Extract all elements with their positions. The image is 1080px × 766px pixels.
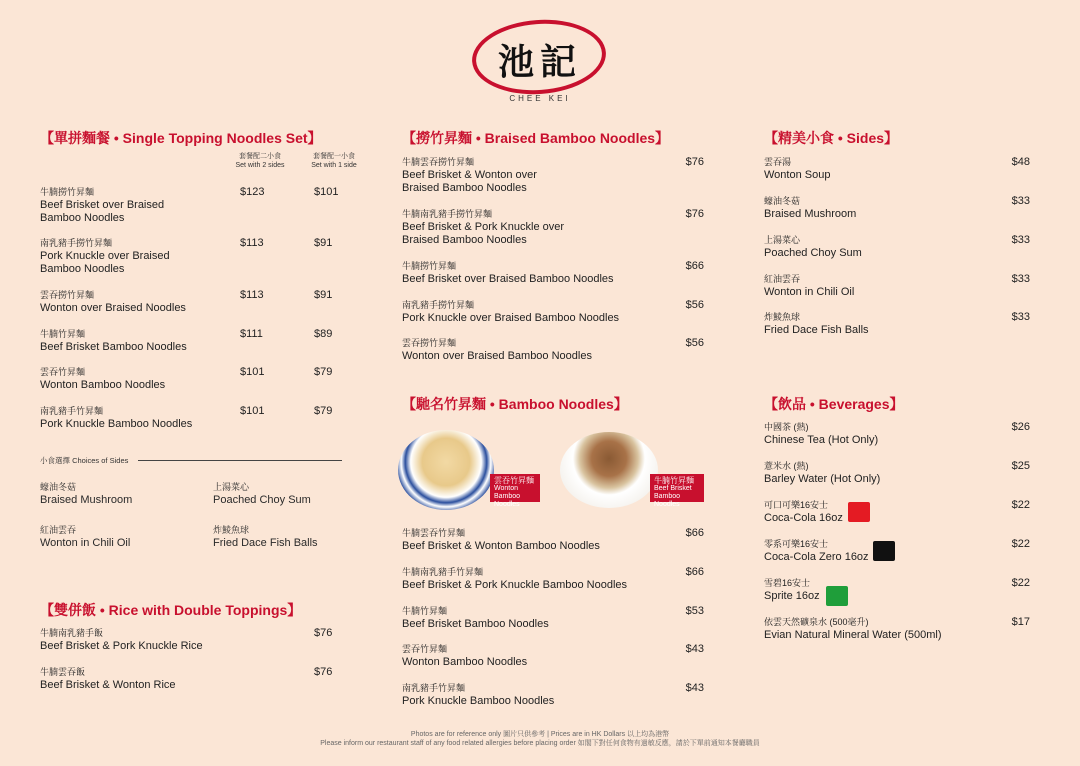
section-title-braised: 【撈竹昇麵 • Braised Bamboo Noodles】: [402, 130, 670, 146]
price: $17: [1011, 616, 1030, 628]
menu-item: [40, 666, 352, 692]
column-middle: [402, 0, 704, 766]
side-choice: [213, 481, 373, 507]
menu-item: [40, 289, 352, 315]
item-en: Evian Natural Mineral Water (500ml): [764, 629, 942, 641]
side-choice-cn: 蠔油冬菇: [40, 482, 77, 492]
price-2-sides: $111: [240, 328, 263, 340]
item-en: Wonton in Chili Oil: [764, 286, 855, 298]
item-cn: 炸鯪魚球: [764, 312, 801, 322]
item-en: Pork Knuckle over Braised Bamboo Noodles: [40, 250, 170, 275]
item-cn: 中國茶 (熱): [764, 422, 809, 432]
section-title-single-topping: 【單拼麵餐 • Single Topping Noodles Set】: [40, 130, 322, 146]
beef-bowl-label: [650, 474, 704, 508]
menu-item: [402, 682, 704, 708]
item-cn: 南乳豬手竹昇麵: [402, 683, 466, 693]
price-2-sides: $101: [240, 405, 265, 417]
price-1-side: $91: [314, 237, 333, 249]
column-right: [764, 0, 1030, 766]
price: $33: [1011, 234, 1030, 246]
price: $25: [1011, 460, 1030, 472]
price: $76: [685, 208, 704, 220]
item-cn: 薏米水 (熱): [764, 461, 809, 471]
item-cn: 依雲天然礦泉水 (500毫升): [764, 617, 869, 627]
item-en: Wonton over Braised Bamboo Noodles: [402, 350, 592, 362]
logo-chinese-name: 池記: [497, 41, 582, 83]
price: $22: [1011, 499, 1030, 511]
side-choice-cn: 紅油雲吞: [40, 525, 77, 535]
beef-brisket-noodles-photo: [560, 428, 710, 514]
price-2-sides: $113: [240, 289, 264, 301]
menu-item: [764, 195, 1030, 221]
column-left: [40, 0, 357, 766]
item-cn: 牛腩南乳豬手竹昇麵: [402, 567, 484, 577]
price: $43: [685, 643, 704, 655]
menu-item: [40, 627, 352, 653]
price: $43: [685, 682, 704, 694]
price-1-side: $91: [314, 289, 333, 301]
item-en: Beef Brisket & Wonton Rice: [40, 679, 176, 691]
item-cn: 零系可樂16安士: [764, 539, 829, 549]
item-en: Wonton Bamboo Noodles: [402, 656, 528, 668]
price: $22: [1011, 538, 1030, 550]
item-en: Beef Brisket & Pork Knuckle Rice: [40, 640, 203, 652]
sprite-icon: [826, 586, 848, 606]
item-cn: 南乳豬手竹昇麵: [40, 406, 104, 416]
price: $76: [314, 627, 333, 639]
price-1-side: $101: [314, 186, 339, 198]
menu-item: [402, 260, 704, 286]
side-choice: [213, 524, 373, 550]
menu-item: [764, 421, 1030, 447]
item-cn: 南乳豬手撈竹昇麵: [40, 238, 113, 248]
item-cn: 雲吞撈竹昇麵: [402, 338, 457, 348]
item-cn: 牛腩竹昇麵: [402, 606, 448, 616]
beef-bowl-icon: [560, 432, 658, 508]
side-choice-en: Fried Dace Fish Balls: [213, 537, 318, 549]
price-2-sides: $101: [240, 366, 265, 378]
price: $48: [1011, 156, 1030, 168]
menu-item: [402, 605, 704, 631]
set-header-2-sides: [222, 152, 298, 170]
coca-cola-icon: [848, 502, 870, 522]
item-en: Pork Knuckle Bamboo Noodles: [402, 695, 555, 707]
item-en: Fried Dace Fish Balls: [764, 324, 869, 336]
item-cn: 上湯菜心: [764, 235, 801, 245]
item-en: Pork Knuckle over Braised Bamboo Noodles: [402, 312, 620, 324]
item-en: Beef Brisket Bamboo Noodles: [402, 618, 549, 630]
price: $66: [685, 566, 704, 578]
item-cn: 雲吞竹昇麵: [40, 367, 86, 377]
item-cn: 牛腩雲吞飯: [40, 667, 86, 677]
price: $66: [685, 260, 704, 272]
price-1-side: $79: [314, 405, 333, 417]
menu-item: [764, 311, 1030, 337]
menu-item: [40, 366, 352, 392]
item-en: Poached Choy Sum: [764, 247, 862, 259]
choices-of-sides-label: 小食選擇 Choices of Sides: [40, 456, 129, 465]
price: $53: [685, 605, 704, 617]
footer-disclaimer: Photos are for reference only 圖片只供參考 | Prices are in HK Dollars 以上均為港幣: [410, 731, 670, 738]
price: $33: [1011, 273, 1030, 285]
price: $66: [685, 527, 704, 539]
item-en: Beef Brisket over Braised Bamboo Noodles: [402, 273, 614, 285]
item-en: Wonton Bamboo Noodles: [40, 379, 166, 391]
menu-item: [764, 538, 1030, 564]
menu-item: [764, 499, 1030, 525]
item-en: Beef Brisket & Pork Knuckle over: [402, 221, 565, 233]
item-en: Braised Mushroom: [764, 208, 857, 220]
item-cn: 牛腩南乳豬手飯: [40, 628, 104, 638]
menu-item: [402, 299, 704, 325]
section-title-sides: 【精美小食 • Sides】: [764, 130, 899, 146]
set-header-1-side: [296, 152, 372, 170]
item-en: Beef Brisket Bamboo Noodles: [40, 341, 187, 353]
item-en: Coca-Cola Zero 16oz: [764, 551, 869, 563]
set-header-2-sides-en: Set with 2 sides: [235, 162, 285, 169]
set-header-1-side-cn: 套餐配一小食: [313, 153, 355, 160]
item-cn: 紅油雲吞: [764, 274, 801, 284]
menu-item: [764, 156, 1030, 182]
item-cn: 雲吞竹昇麵: [402, 644, 448, 654]
menu-item: [764, 234, 1030, 260]
item-en: Beef Brisket over Braised Bamboo Noodles: [40, 199, 165, 224]
menu-item: [402, 208, 704, 247]
item-en: Beef Brisket & Wonton over: [402, 169, 537, 181]
item-en: Pork Knuckle Bamboo Noodles: [40, 418, 193, 430]
side-choice-cn: 上湯菜心: [213, 482, 250, 492]
item-cn: 雪碧16安士: [764, 578, 811, 588]
wonton-bowl-label: [490, 474, 540, 508]
footer-allergy-note: Please inform our restaurant staff of any food related allergies before placing order 如閣下對任何食物有過敏反應，請於下單前通知本餐廳職員: [320, 740, 760, 747]
logo-english-name: CHEE KEI: [509, 94, 571, 103]
price: $33: [1011, 311, 1030, 323]
set-header-1-side-en: Set with 1 side: [311, 162, 357, 169]
price-1-side: $89: [314, 328, 333, 340]
price: $22: [1011, 577, 1030, 589]
menu-item: [764, 577, 1030, 603]
side-choice-en: Wonton in Chili Oil: [40, 537, 131, 549]
item-cn: 牛腩竹昇麵: [40, 329, 86, 339]
price-2-sides: $123: [240, 186, 265, 198]
item-cn: 牛腩南乳豬手撈竹昇麵: [402, 209, 493, 219]
price: $76: [314, 666, 333, 678]
price: $56: [685, 299, 704, 311]
item-en: Wonton Soup: [764, 169, 831, 181]
divider: [138, 460, 342, 461]
price: $56: [685, 337, 704, 349]
side-choice: [40, 524, 200, 550]
section-title-beverages: 【飲品 • Beverages】: [764, 396, 904, 412]
item-en: Coca-Cola 16oz: [764, 512, 843, 524]
item-cn: 可口可樂16安士: [764, 500, 829, 510]
item-cn: 蠔油冬菇: [764, 196, 801, 206]
menu-item: [40, 237, 352, 276]
item-en: Beef Brisket & Wonton Bamboo Noodles: [402, 540, 600, 552]
item-en: Beef Brisket & Pork Knuckle Bamboo Noodles: [402, 579, 628, 591]
menu-item: [402, 156, 704, 195]
menu-item: [40, 405, 352, 431]
menu-item: [402, 527, 704, 553]
side-choice-cn: 炸鯪魚球: [213, 525, 250, 535]
set-header-2-sides-cn: 套餐配二小食: [239, 153, 281, 160]
menu-item: [402, 566, 704, 592]
item-cn: 南乳豬手撈竹昇麵: [402, 300, 475, 310]
item-cn: 牛腩雲吞撈竹昇麵: [402, 157, 475, 167]
menu-item: [402, 337, 704, 363]
menu-item: [40, 186, 352, 225]
price: $76: [685, 156, 704, 168]
menu-item: [764, 460, 1030, 486]
price-2-sides: $113: [240, 237, 264, 249]
wonton-bowl-icon: [398, 430, 494, 510]
item-cn: 牛腩雲吞竹昇麵: [402, 528, 466, 538]
price: $26: [1011, 421, 1030, 433]
coca-cola-zero-icon: [873, 541, 895, 561]
item-en: Wonton over Braised Noodles: [40, 302, 186, 314]
bowl-label-cn: 雲吞竹昇麵: [494, 476, 534, 485]
section-title-rice: 【雙併飯 • Rice with Double Toppings】: [40, 602, 302, 618]
section-title-bamboo: 【馳名竹昇麵 • Bamboo Noodles】: [402, 396, 628, 412]
item-en: Chinese Tea (Hot Only): [764, 434, 879, 446]
side-choice: [40, 481, 200, 507]
item-en: Barley Water (Hot Only): [764, 473, 881, 485]
menu-item: [40, 328, 352, 354]
price-1-side: $79: [314, 366, 333, 378]
item-en-line2: Braised Bamboo Noodles: [402, 234, 527, 246]
item-cn: 牛腩撈竹昇麵: [40, 187, 95, 197]
item-en-line2: Braised Bamboo Noodles: [402, 182, 527, 194]
menu-item: [764, 273, 1030, 299]
price: $33: [1011, 195, 1030, 207]
item-cn: 雲吞湯: [764, 157, 792, 167]
item-en: Sprite 16oz: [764, 590, 820, 602]
side-choice-en: Poached Choy Sum: [213, 494, 311, 506]
item-cn: 雲吞撈竹昇麵: [40, 290, 95, 300]
menu-item: [402, 643, 704, 669]
bowl-label-en: Wonton Bamboo Noodles: [494, 485, 521, 508]
item-cn: 牛腩撈竹昇麵: [402, 261, 457, 271]
menu-item: [764, 616, 1030, 642]
wonton-noodles-photo: [398, 428, 548, 514]
side-choice-en: Braised Mushroom: [40, 494, 133, 506]
bowl-label-cn: 牛腩竹昇麵: [654, 476, 694, 485]
bowl-label-en: Beef Brisket Bamboo Noodles: [654, 485, 692, 508]
